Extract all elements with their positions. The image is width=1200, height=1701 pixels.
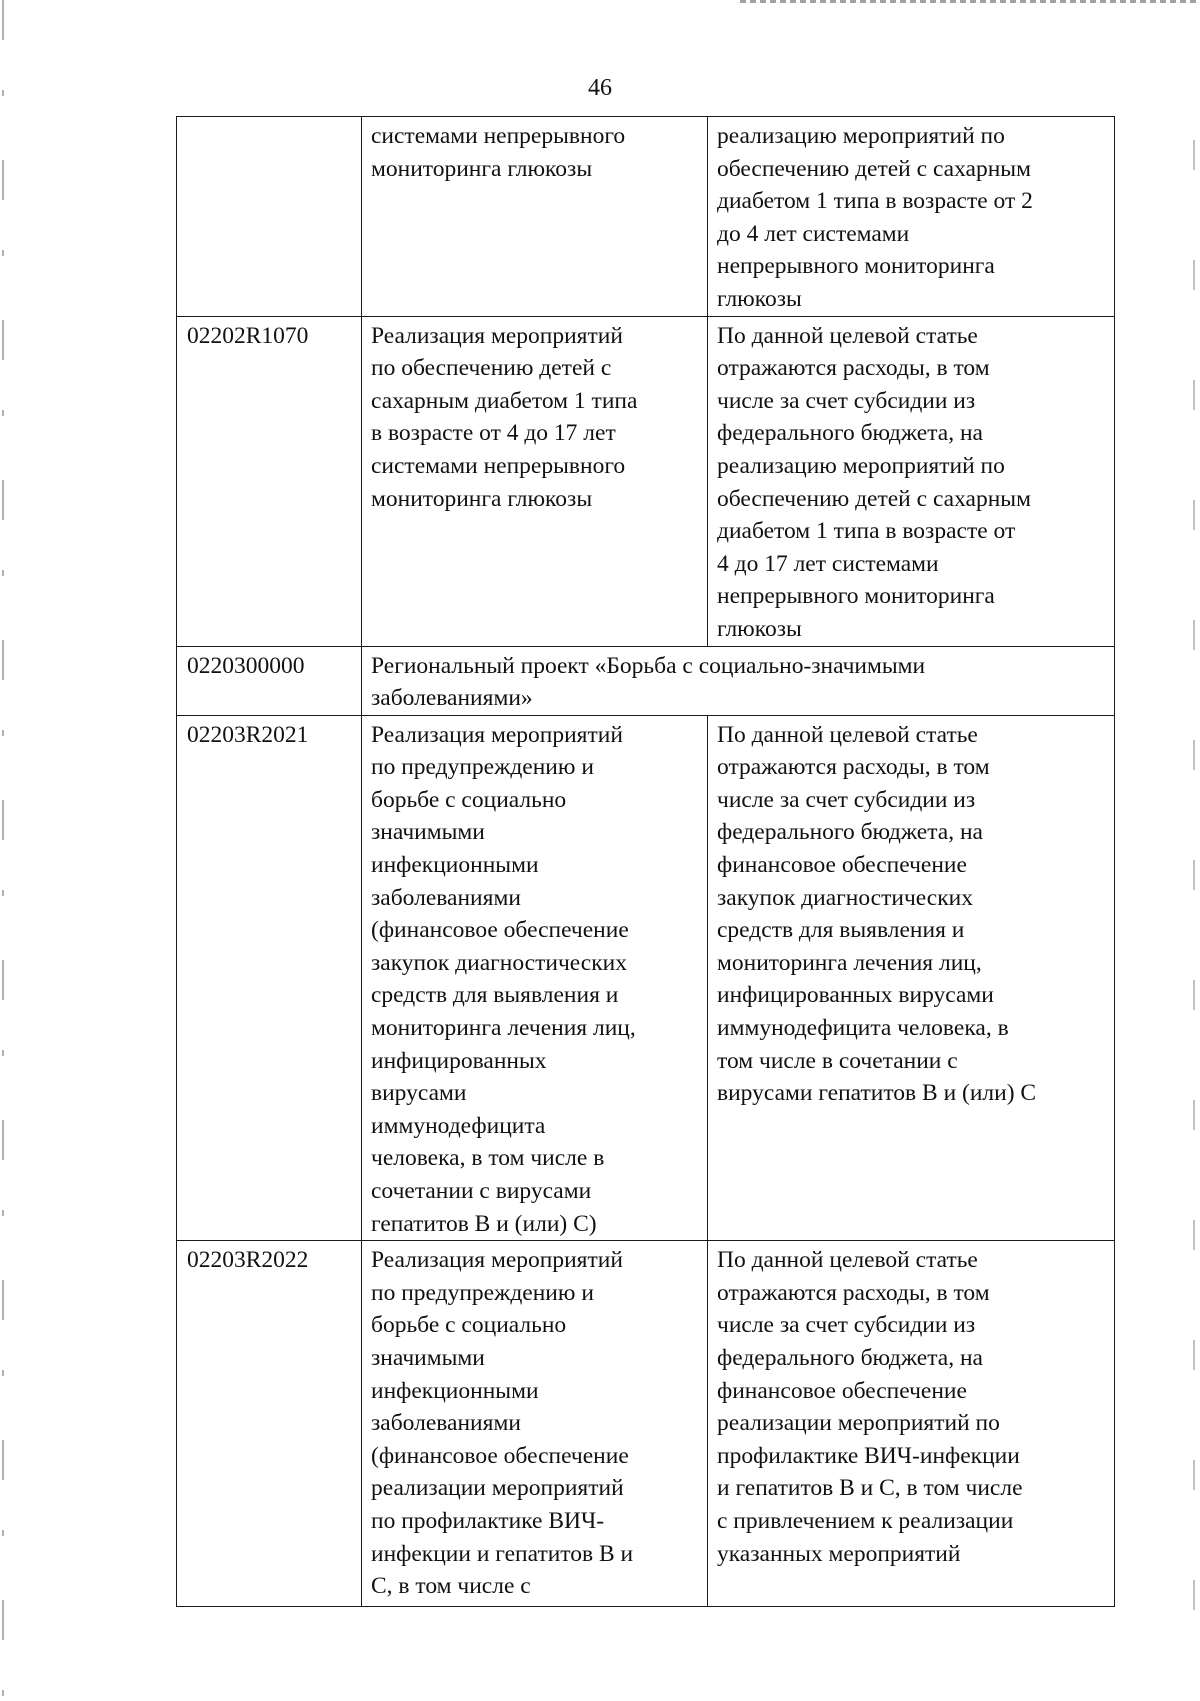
cell-description <box>708 1241 1115 1607</box>
cell-text-line: по профилактике ВИЧ- <box>371 1507 605 1534</box>
table-row <box>177 117 1115 317</box>
budget-classification-table <box>176 116 1115 1607</box>
scan-edge-right <box>1193 140 1195 1700</box>
cell-text-line: мониторинга лечения лиц, <box>371 1015 636 1042</box>
cell-text-line: инфекционными <box>371 1377 539 1404</box>
cell-description <box>708 715 1115 1241</box>
cell-text-line: глюкозы <box>717 615 802 642</box>
cell-name <box>362 715 708 1241</box>
cell-name <box>362 117 708 317</box>
cell-name <box>362 1241 708 1607</box>
cell-text-line: профилактике ВИЧ-инфекции <box>717 1442 1020 1469</box>
cell-text-line: вирусами <box>371 1080 467 1107</box>
cell-code: 02203R2021 <box>177 715 362 1241</box>
cell-text-line: по предупреждению и <box>371 1279 594 1306</box>
cell-text-line: иммунодефицита <box>371 1112 546 1139</box>
cell-text-line: финансовое обеспечение <box>717 1377 967 1404</box>
cell-text-line: мониторинга глюкозы <box>371 485 593 512</box>
table-row <box>177 715 1115 1241</box>
page-number: 46 <box>588 75 612 101</box>
cell-text-line: инфекционными <box>371 852 539 879</box>
scan-edge-left <box>2 0 4 1701</box>
cell-text-line: числе за счет субсидии из <box>717 786 976 813</box>
cell-code <box>177 117 362 317</box>
cell-text-line: средств для выявления и <box>371 982 619 1009</box>
cell-description <box>708 316 1115 646</box>
cell-text-line: Реализация мероприятий <box>371 1247 623 1274</box>
cell-text-line: федерального бюджета, на <box>717 819 983 846</box>
cell-text-line: отражаются расходы, в том <box>717 754 990 781</box>
cell-text-line: заболеваниями» <box>371 685 533 712</box>
cell-text-line: системами непрерывного <box>371 123 626 149</box>
cell-text-line: заболеваниями <box>371 884 521 911</box>
cell-text-line: по предупреждению и <box>371 754 594 781</box>
cell-text-line: по обеспечению детей с <box>371 355 612 382</box>
cell-text-line: С, в том числе с <box>371 1573 531 1600</box>
cell-text-line: реализации мероприятий <box>371 1475 624 1502</box>
cell-text-line: инфекции и гепатитов В и <box>371 1540 634 1567</box>
cell-text-line: до 4 лет системами <box>717 220 910 247</box>
cell-text-line: значимыми <box>371 1344 485 1371</box>
cell-text-line: значимыми <box>371 819 485 846</box>
table-body <box>177 117 1115 1607</box>
cell-text-line: иммунодефицита человека, в <box>717 1015 1009 1042</box>
cell-text-line: обеспечению детей с сахарным <box>717 155 1031 182</box>
cell-text-line: отражаются расходы, в том <box>717 355 990 382</box>
cell-text-line: системами непрерывного <box>371 452 626 479</box>
cell-text-line: По данной целевой статье <box>717 322 978 349</box>
cell-text-line: По данной целевой статье <box>717 1247 978 1274</box>
cell-text-line: диабетом 1 типа в возрасте от <box>717 518 1016 545</box>
cell-code: 02202R1070 <box>177 316 362 646</box>
cell-text-line: числе за счет субсидии из <box>717 387 976 414</box>
cell-text-line: мониторинга глюкозы <box>371 155 593 182</box>
cell-text-line: федерального бюджета, на <box>717 420 983 447</box>
cell-text-line: с привлечением к реализации <box>717 1507 1014 1534</box>
cell-text-line: отражаются расходы, в том <box>717 1279 990 1306</box>
table-section-row <box>177 646 1115 715</box>
table-row <box>177 316 1115 646</box>
cell-text-line: инфицированных вирусами <box>717 982 994 1009</box>
cell-text-line: реализацию мероприятий по <box>717 123 1005 149</box>
cell-text-line: сочетании с вирусами <box>371 1178 592 1204</box>
cell-text-line: вирусами гепатитов В и (или) С <box>717 1080 1037 1107</box>
cell-text-line: федерального бюджета, на <box>717 1344 983 1371</box>
cell-text-line: реализации мероприятий по <box>717 1410 1000 1437</box>
cell-text-line: По данной целевой статье <box>717 721 978 748</box>
cell-text-line: 4 до 17 лет системами <box>717 550 939 577</box>
cell-text-line: (финансовое обеспечение <box>371 1442 629 1469</box>
cell-text-line: в возрасте от 4 до 17 лет <box>371 420 616 447</box>
cell-text-line: непрерывного мониторинга <box>717 583 995 610</box>
cell-text-line: заболеваниями <box>371 1410 521 1437</box>
cell-code: 02203R2022 <box>177 1241 362 1607</box>
cell-text-line: закупок диагностических <box>717 884 973 911</box>
cell-text-line: гепатитов В и (или) С) <box>371 1210 597 1237</box>
cell-text-line: финансовое обеспечение <box>717 852 967 879</box>
cell-name <box>362 316 708 646</box>
cell-text-line: закупок диагностических <box>371 949 627 976</box>
cell-code: 0220300000 <box>177 646 362 715</box>
cell-text-line: (финансовое обеспечение <box>371 917 629 944</box>
cell-section-title <box>362 646 1115 715</box>
cell-text-line: том числе в сочетании с <box>717 1047 958 1074</box>
cell-text-line: Реализация мероприятий <box>371 721 623 748</box>
cell-description <box>708 117 1115 317</box>
cell-text-line: реализацию мероприятий по <box>717 452 1005 479</box>
scan-edge-top <box>740 0 1200 3</box>
table-row <box>177 1241 1115 1607</box>
cell-text-line: борьбе с социально <box>371 786 567 813</box>
cell-text-line: диабетом 1 типа в возрасте от 2 <box>717 188 1033 215</box>
cell-text-line: сахарным диабетом 1 типа <box>371 387 638 414</box>
cell-text-line: и гепатитов В и С, в том числе <box>717 1475 1023 1502</box>
cell-text-line: средств для выявления и <box>717 917 965 944</box>
cell-text-line: указанных мероприятий <box>717 1540 961 1567</box>
cell-text-line: человека, в том числе в <box>371 1145 605 1172</box>
cell-text-line: обеспечению детей с сахарным <box>717 485 1031 512</box>
cell-text-line: мониторинга лечения лиц, <box>717 949 982 976</box>
cell-text-line: непрерывного мониторинга <box>717 253 995 280</box>
cell-text-line: числе за счет субсидии из <box>717 1312 976 1339</box>
cell-text-line: Региональный проект «Борьба с социально-значимыми <box>371 652 926 679</box>
cell-text-line: глюкозы <box>717 285 802 312</box>
cell-text-line: Реализация мероприятий <box>371 322 623 349</box>
cell-text-line: инфицированных <box>371 1047 547 1074</box>
cell-text-line: борьбе с социально <box>371 1312 567 1339</box>
